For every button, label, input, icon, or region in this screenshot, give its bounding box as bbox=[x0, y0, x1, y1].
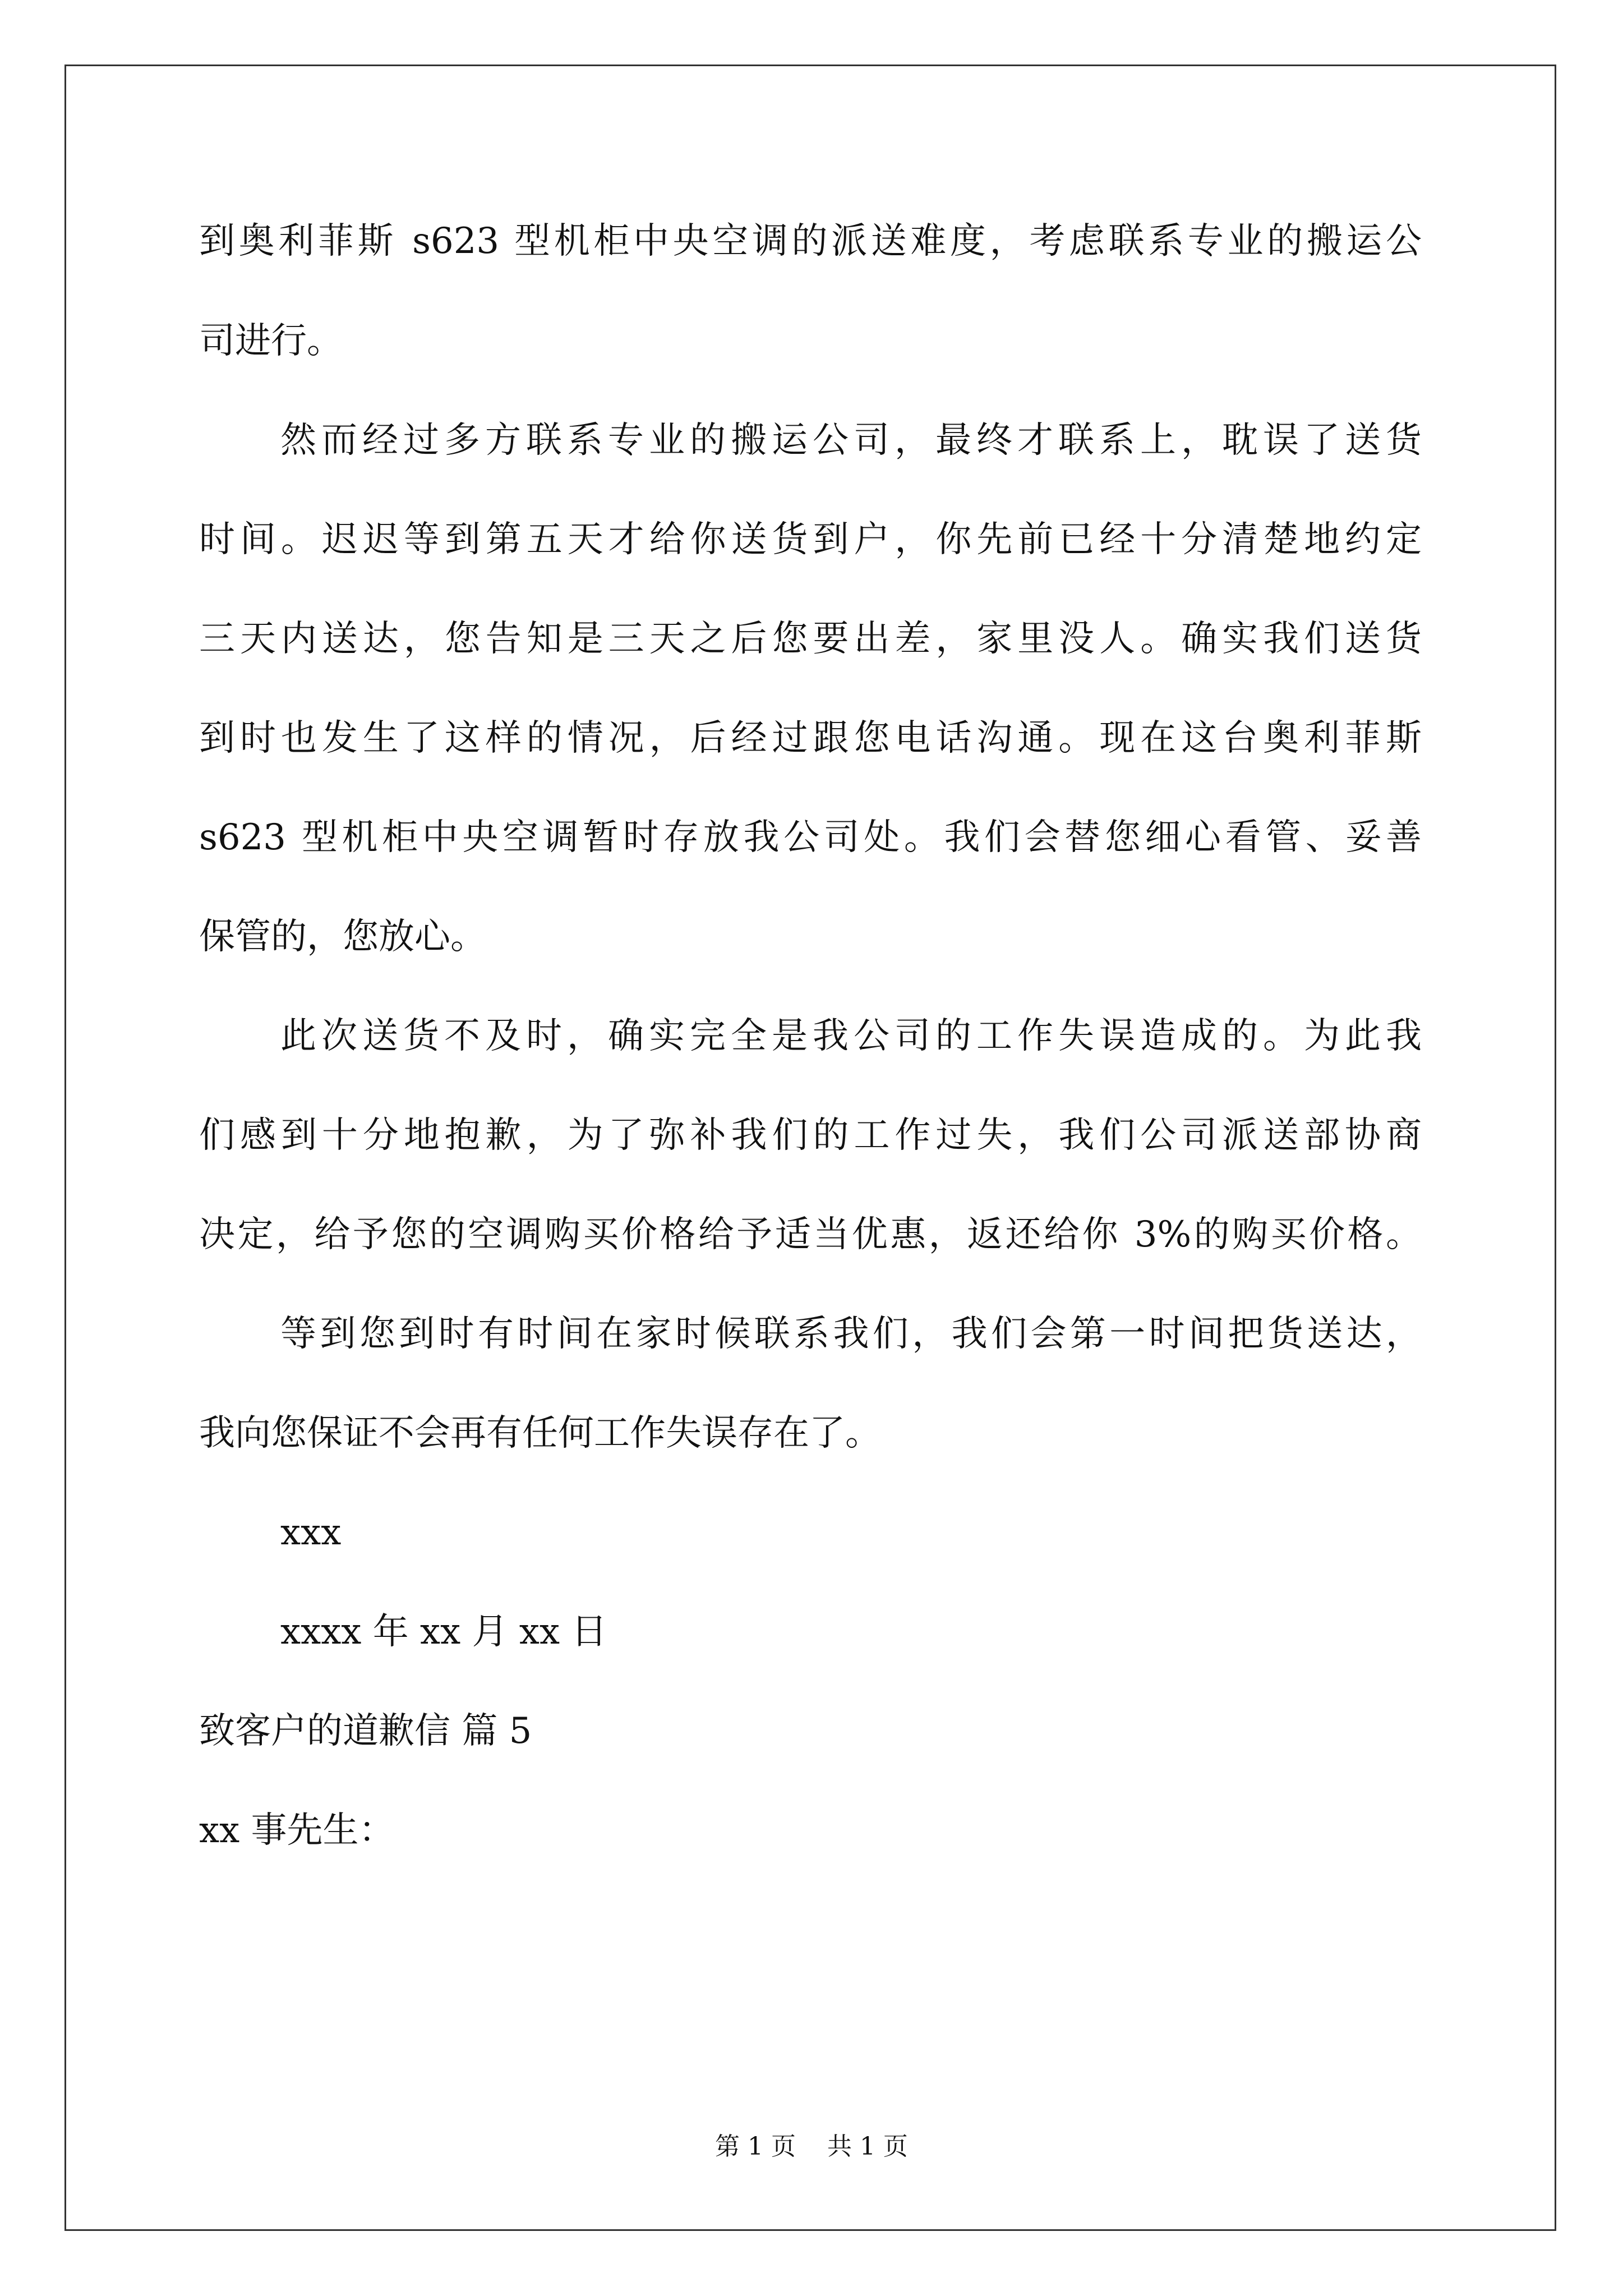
text-line: 司进行。 bbox=[199, 320, 343, 362]
text-line: 保管的，您放心。 bbox=[199, 916, 486, 958]
page-number-footer: 第 1 页 共 1 页 bbox=[715, 2132, 908, 2161]
paragraph-start-line: 等到您到时有时间在家时候联系我们，我们会第一时间把货送达， bbox=[280, 1313, 1422, 1355]
text-line: 们感到十分地抱歉，为了弥补我们的工作过失，我们公司派送部协商 bbox=[199, 1115, 1422, 1156]
text-line: 三天内送达，您告知是三天之后您要出差，家里没人。确实我们送货 bbox=[199, 618, 1422, 660]
section-heading: 致客户的道歉信 篇 5 bbox=[199, 1710, 532, 1752]
signature-date: xxxx 年 xx 月 xx 日 bbox=[280, 1611, 607, 1653]
text-line: 决定，给予您的空调购买价格给予适当优惠，返还给你 3%的购买价格。 bbox=[199, 1214, 1422, 1255]
text-line: s623 型机柜中央空调暂时存放我公司处。我们会替您细心看管、妥善 bbox=[199, 817, 1422, 858]
signature-name: xxx bbox=[280, 1512, 342, 1553]
paragraph-start-line: 然而经过多方联系专业的搬运公司，最终才联系上，耽误了送货 bbox=[280, 420, 1422, 461]
text-line: 时间。迟迟等到第五天才给你送货到户，你先前已经十分清楚地约定 bbox=[199, 519, 1422, 560]
text-line: 到奥利菲斯 s623 型机柜中央空调的派送难度，考虑联系专业的搬运公 bbox=[199, 220, 1422, 262]
text-line: 我向您保证不会再有任何工作失误存在了。 bbox=[199, 1412, 881, 1454]
text-line: 到时也发生了这样的情况，后经过跟您电话沟通。现在这台奥利菲斯 bbox=[199, 717, 1422, 759]
paragraph-start-line: 此次送货不及时，确实完全是我公司的工作失误造成的。为此我 bbox=[280, 1015, 1422, 1057]
salutation: xx 事先生： bbox=[199, 1810, 395, 1851]
